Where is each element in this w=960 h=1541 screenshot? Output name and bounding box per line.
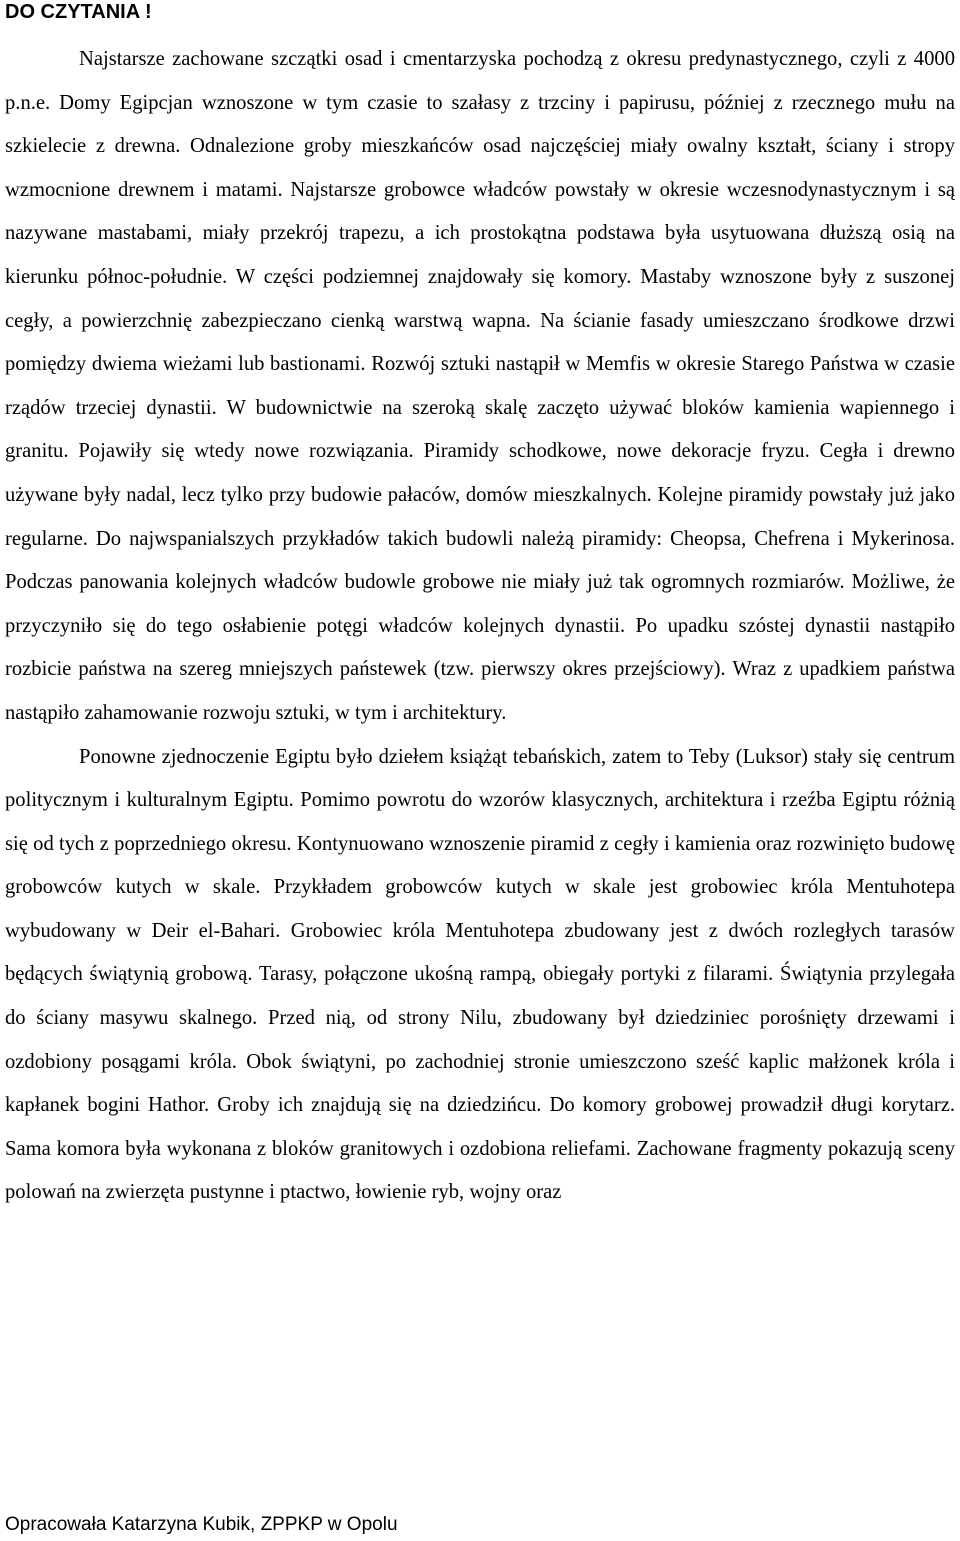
- document-heading: DO CZYTANIA !: [5, 1, 152, 23]
- document-page: [5, 0, 955, 1215]
- paragraph-2: Ponowne zjednoczenie Egiptu było dziełem książąt tebańskich, zatem to Teby (Luksor) stały się centrum politycznym i kulturalnym Egiptu. Pomimo powrotu do wzorów klasycznych, architektura i rzeźba Egiptu różnią się od tych z poprzedniego okresu. Kontynuowano wznoszenie piramid z cegły i kamienia oraz rozwinięto budowę grobowców kutych w skale. Przykładem grobowców kutych w skale jest grobowiec króla Mentuhotepa wybudowany w Deir el-Bahari. Grobowiec króla Mentuhotepa zbudowany jest z dwóch rozległych tarasów będących świątynią grobową. Tarasy, połączone ukośną rampą, obiegały portyki z filarami. Świątynia przylegała do ściany masywu skalnego. Przed nią, od strony Nilu, zbudowany był dziedziniec porośnięty drzewami i ozdobiony posągami króla. Obok świątyni, po zachodniej stronie umieszczono sześć kaplic małżonek króla i kapłanek bogini Hathor. Groby ich znajdują się na dziedzińcu. Do komory grobowej prowadził długi korytarz. Sama komora była wykonana z bloków granitowych i ozdobiona reliefami. Zachowane fragmenty pokazują sceny polowań na zwierzęta pustynne i ptactwo, łowienie ryb, wojny oraz: [5, 745, 955, 1204]
- paragraph-1: Najstarsze zachowane szczątki osad i cmentarzyska pochodzą z okresu predynastycznego, czyli z 4000 p.n.e. Domy Egipcjan wznoszone w tym czasie to szałasy z trzciny i papirusu, później z rzecznego mułu na szkielecie z drewna. Odnalezione groby mieszkańców osad najczęściej miały owalny kształt, ściany i stropy wzmocnione drewnem i matami. Najstarsze grobowce władców powstały w okresie wczesnodynastycznym i są nazywane mastabami, miały przekrój trapezu, a ich prostokątna podstawa była usytuowana dłuższą osią na kierunku północ-południe. W części podziemnej znajdowały się komory. Mastaby wznoszone były z suszonej cegły, a powierzchnię zabezpieczano cienką warstwą wapna. Na ścianie fasady umieszczano środkowe drzwi pomiędzy dwiema wieżami lub bastionami. Rozwój sztuki nastąpił w Memfis w okresie Starego Państwa w czasie rządów trzeciej dynastii. W budownictwie na szeroką skalę zaczęto używać bloków kamienia wapiennego i granitu. Pojawiły się wtedy nowe rozwiązania. Piramidy schodkowe, nowe dekoracje fryzu. Cegła i drewno używane były nadal, lecz tylko przy budowie pałaców, domów mieszkalnych. Kolejne piramidy powstały już jako regularne. Do najwspanialszych przykładów takich budowli należą piramidy: Cheopsa, Chefrena i Mykerinosa. Podczas panowania kolejnych władców budowle grobowe nie miały już tak ogromnych rozmiarów. Możliwe, że przyczyniło się do tego osłabienie potęgi władców kolejnych dynastii. Po upadku szóstej dynastii nastąpiło rozbicie państwa na szereg mniejszych państewek (tzw. pierwszy okres przejściowy). Wraz z upadkiem państwa nastąpiło zahamowanie rozwoju sztuki, w tym i architektury.: [5, 48, 955, 724]
- page-footer-author: Opracowała Katarzyna Kubik, ZPPKP w Opolu: [5, 1514, 398, 1535]
